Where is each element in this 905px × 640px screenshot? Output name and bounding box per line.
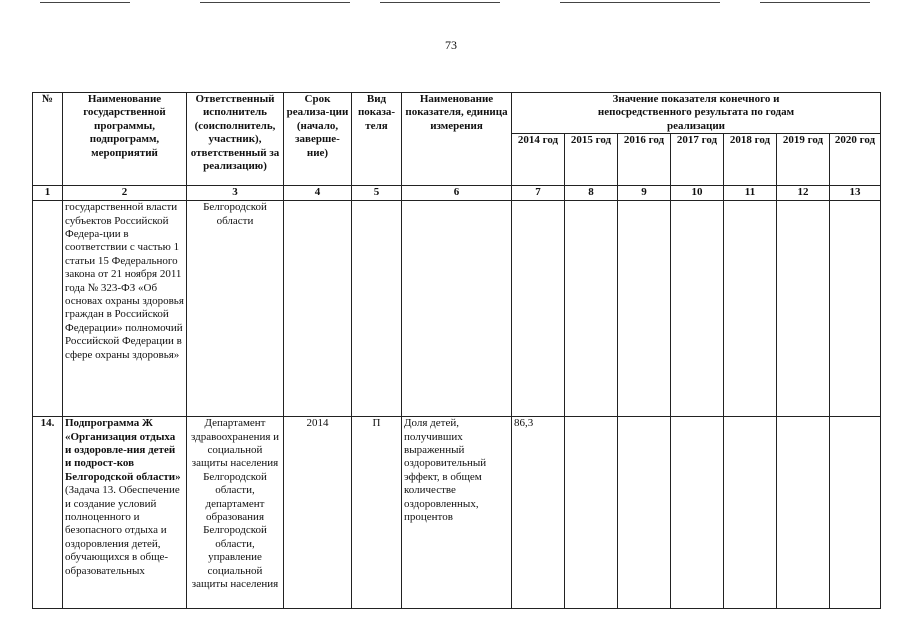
column-number: 11 [724, 186, 777, 201]
row-number [33, 201, 63, 417]
column-number: 1 [33, 186, 63, 201]
column-number: 13 [830, 186, 881, 201]
row-term: 2014 [284, 417, 352, 609]
column-number: 9 [618, 186, 671, 201]
row-program-name [63, 417, 187, 609]
column-number: 8 [565, 186, 618, 201]
row-indicator-type [352, 201, 402, 417]
column-number: 3 [187, 186, 284, 201]
column-number: 6 [402, 186, 512, 201]
row-value [830, 201, 881, 417]
column-number: 12 [777, 186, 830, 201]
header-year: 2019 год [777, 134, 830, 186]
row-value: 86,3 [512, 417, 565, 609]
header-values-group: Значение показателя конечного и непосредственного результата по годам реализации [512, 93, 881, 134]
row-term [284, 201, 352, 417]
row-value [618, 417, 671, 609]
row-number: 14. [33, 417, 63, 609]
column-numbers-row [33, 186, 881, 201]
indicators-table [32, 92, 881, 609]
column-number: 10 [671, 186, 724, 201]
header-program-name: Наименование государственной программы, подпрограмм, мероприятий [63, 93, 187, 186]
top-rule [40, 2, 130, 3]
table-row [33, 417, 881, 609]
row-value [565, 201, 618, 417]
row-responsible: Департамент здравоохранения и социальной защиты населения Белгородской области, департамент образования Белгородской области, управление социальной защиты населения [187, 417, 284, 609]
top-rule [200, 2, 350, 3]
header-responsible: Ответственный исполнитель (соисполнитель, участник), ответственный за реализацию) [187, 93, 284, 186]
column-number: 5 [352, 186, 402, 201]
row-value [671, 201, 724, 417]
row-program-text: (Задача 13. Обеспечение и создание условий полноценного и безопасного отдыха и оздоровления детей, обучающихся в обще-образовательных [65, 484, 180, 577]
header-year: 2016 год [618, 134, 671, 186]
row-value [777, 417, 830, 609]
row-value [724, 201, 777, 417]
row-program-name [63, 201, 187, 417]
row-value [565, 417, 618, 609]
row-value [618, 201, 671, 417]
row-indicator-name [402, 201, 512, 417]
row-value [830, 417, 881, 609]
row-value [724, 417, 777, 609]
row-value [671, 417, 724, 609]
column-number: 7 [512, 186, 565, 201]
row-responsible: Белгородской области [187, 201, 284, 417]
row-indicator-type: П [352, 417, 402, 609]
column-number: 4 [284, 186, 352, 201]
header-indicator-type: Вид показа-теля [352, 93, 402, 186]
row-value [512, 201, 565, 417]
table-row [33, 201, 881, 417]
header-year: 2020 год [830, 134, 881, 186]
row-program-title: Подпрограмма Ж «Организация отдыха и оздоровле-ния детей и подрост-ков Белгородской области» [65, 417, 181, 483]
header-year: 2017 год [671, 134, 724, 186]
header-year: 2015 год [565, 134, 618, 186]
header-indicator-name: Наименование показателя, единица измерения [402, 93, 512, 186]
top-rule [380, 2, 500, 3]
header-number: № [33, 93, 63, 186]
page-number: 73 [445, 38, 457, 52]
row-program-text: государственной власти субъектов Российской Федера-ции в соответствии с частью 1 статьи 15 Федерального закона от 21 ноября 2011 года № 323-ФЗ «Об основах охраны здоровья граждан в Российской Федерации» полномочий Российской Федерации в сфере охраны здоровья» [65, 201, 184, 361]
column-number: 2 [63, 186, 187, 201]
row-value [777, 201, 830, 417]
row-indicator-name: Доля детей, получивших выраженный оздоровительный эффект, в общем количестве оздоровленных, процентов [402, 417, 512, 609]
top-rule [760, 2, 870, 3]
top-rule [560, 2, 720, 3]
header-term: Срок реализа-ции (начало, заверше-ние) [284, 93, 352, 186]
header-year: 2014 год [512, 134, 565, 186]
header-year: 2018 год [724, 134, 777, 186]
